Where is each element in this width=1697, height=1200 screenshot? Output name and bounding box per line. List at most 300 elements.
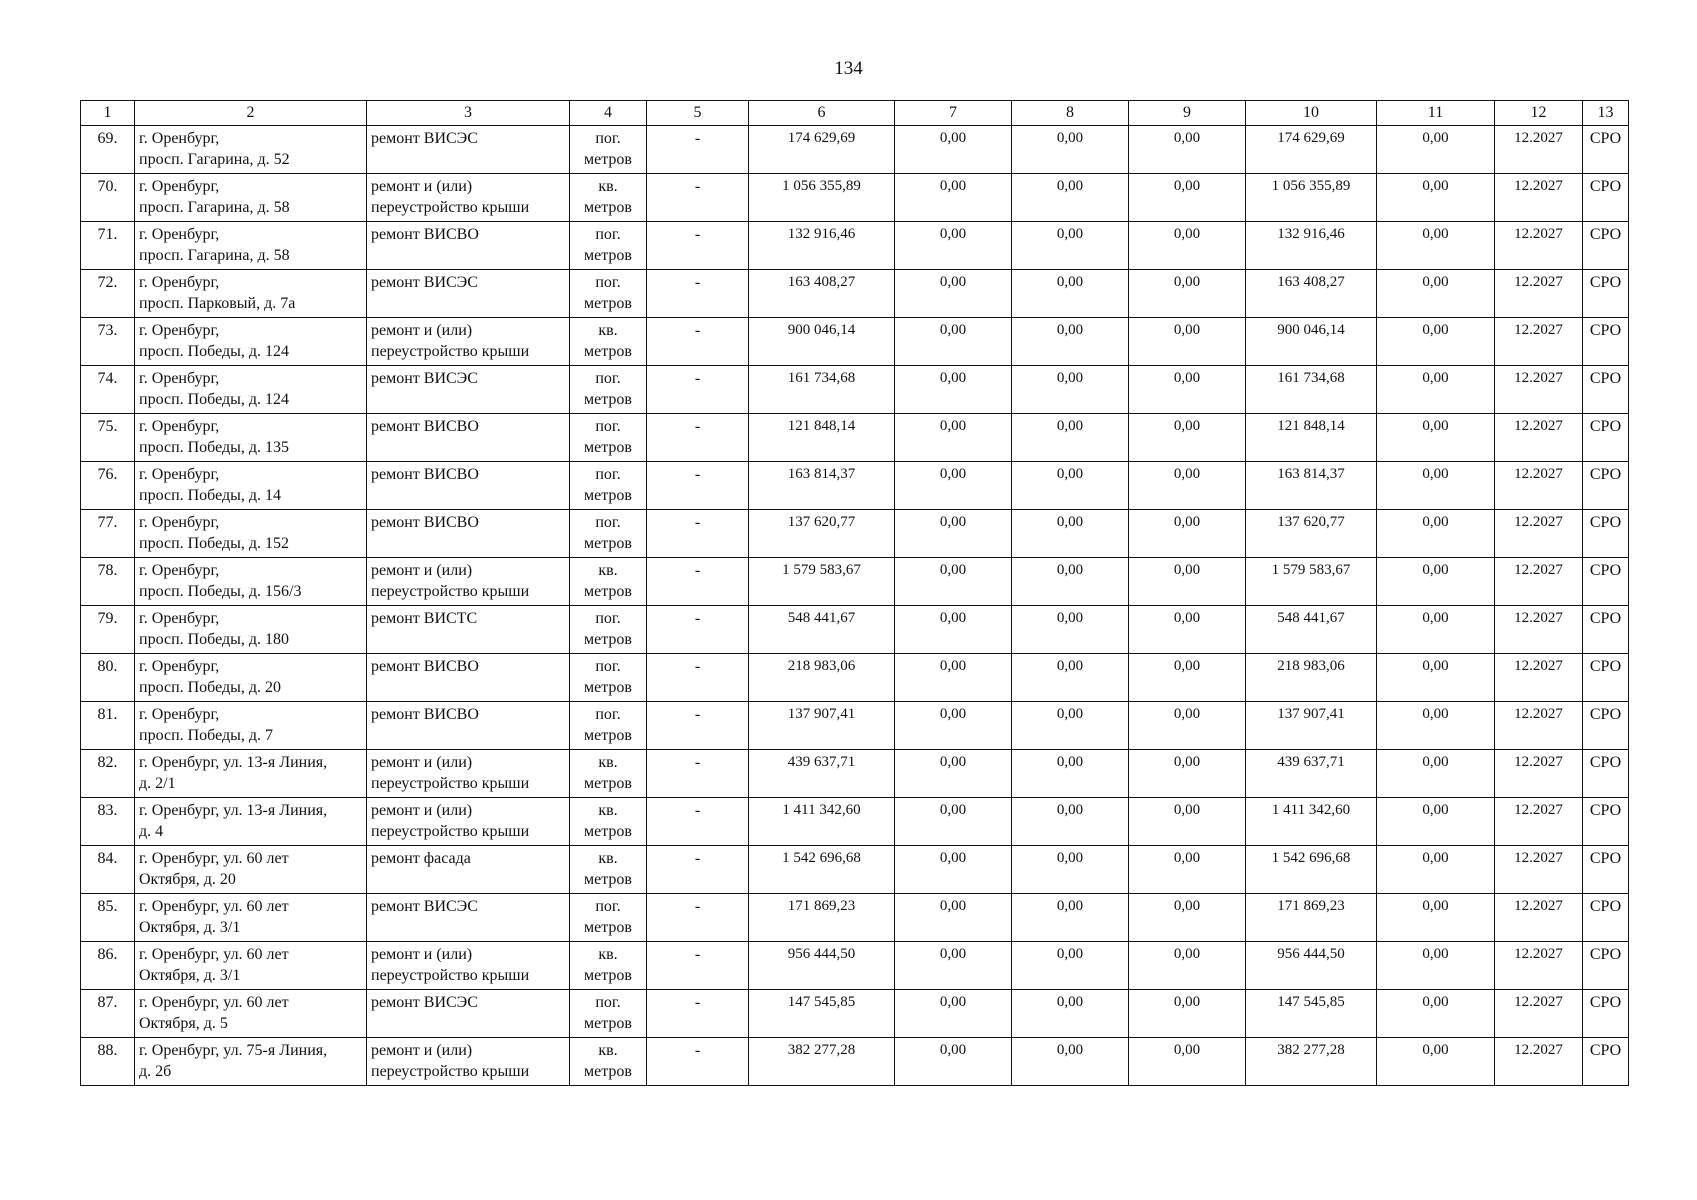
address-line: г. Оренбург, bbox=[139, 466, 220, 483]
col-9-cell: 0,00 bbox=[1129, 318, 1246, 366]
col-5-cell: - bbox=[647, 798, 749, 846]
total-cost-cell: 121 848,14 bbox=[749, 414, 895, 462]
row-number-cell: 84. bbox=[81, 846, 135, 894]
address-line: просп. Победы, д. 156/3 bbox=[139, 583, 302, 600]
unit-cell bbox=[570, 414, 647, 462]
col-11-cell: 0,00 bbox=[1377, 942, 1495, 990]
col-8-cell: 0,00 bbox=[1012, 270, 1129, 318]
work-type-cell bbox=[367, 558, 570, 606]
unit-line: метров bbox=[584, 1063, 632, 1080]
total-cost-cell: 171 869,23 bbox=[749, 894, 895, 942]
total-cost-cell: 137 907,41 bbox=[749, 702, 895, 750]
table-row bbox=[81, 462, 1629, 510]
col-10-cell: 137 907,41 bbox=[1246, 702, 1377, 750]
unit-line: кв. bbox=[598, 322, 618, 339]
col-11-cell: 0,00 bbox=[1377, 606, 1495, 654]
address-line: просп. Победы, д. 124 bbox=[139, 343, 290, 360]
col-7-cell: 0,00 bbox=[895, 606, 1012, 654]
operator-cell: СРО bbox=[1583, 318, 1629, 366]
address-line: просп. Победы, д. 14 bbox=[139, 487, 282, 504]
unit-line: кв. bbox=[598, 562, 618, 579]
col-5-cell: - bbox=[647, 318, 749, 366]
col-5-cell: - bbox=[647, 654, 749, 702]
address-line: просп. Победы, д. 124 bbox=[139, 391, 290, 408]
col-7-cell: 0,00 bbox=[895, 654, 1012, 702]
col-7-cell: 0,00 bbox=[895, 366, 1012, 414]
address-line: Октября, д. 3/1 bbox=[139, 967, 241, 984]
total-cost-cell: 163 814,37 bbox=[749, 462, 895, 510]
col-9-cell: 0,00 bbox=[1129, 846, 1246, 894]
col-11-cell: 0,00 bbox=[1377, 366, 1495, 414]
unit-line: пог. bbox=[595, 514, 621, 531]
unit-line: метров bbox=[584, 967, 632, 984]
unit-cell bbox=[570, 1038, 647, 1086]
works-register-table bbox=[80, 100, 1629, 1086]
unit-cell bbox=[570, 894, 647, 942]
unit-line: метров bbox=[584, 1015, 632, 1032]
col-10-cell: 171 869,23 bbox=[1246, 894, 1377, 942]
unit-cell bbox=[570, 654, 647, 702]
col-7-cell: 0,00 bbox=[895, 126, 1012, 174]
table-row bbox=[81, 510, 1629, 558]
col-10-cell: 382 277,28 bbox=[1246, 1038, 1377, 1086]
unit-line: метров bbox=[584, 151, 632, 168]
col-7-cell: 0,00 bbox=[895, 990, 1012, 1038]
completion-date-cell: 12.2027 bbox=[1495, 174, 1583, 222]
unit-cell bbox=[570, 942, 647, 990]
col-10-cell: 1 411 342,60 bbox=[1246, 798, 1377, 846]
col-8-cell: 0,00 bbox=[1012, 894, 1129, 942]
column-header-13: 13 bbox=[1583, 101, 1629, 126]
operator-cell: СРО bbox=[1583, 606, 1629, 654]
work-type-cell bbox=[367, 270, 570, 318]
col-10-cell: 956 444,50 bbox=[1246, 942, 1377, 990]
table-row bbox=[81, 750, 1629, 798]
unit-line: пог. bbox=[595, 274, 621, 291]
unit-line: кв. bbox=[598, 1042, 618, 1059]
table-row bbox=[81, 558, 1629, 606]
col-8-cell: 0,00 bbox=[1012, 414, 1129, 462]
work-type-line: ремонт ВИСВО bbox=[371, 226, 479, 243]
col-5-cell: - bbox=[647, 414, 749, 462]
col-11-cell: 0,00 bbox=[1377, 462, 1495, 510]
address-line: просп. Победы, д. 180 bbox=[139, 631, 290, 648]
col-7-cell: 0,00 bbox=[895, 174, 1012, 222]
col-8-cell: 0,00 bbox=[1012, 798, 1129, 846]
work-type-line: ремонт ВИСЭС bbox=[371, 994, 478, 1011]
row-number-cell: 86. bbox=[81, 942, 135, 990]
row-number-cell: 82. bbox=[81, 750, 135, 798]
work-type-line: ремонт и (или) bbox=[371, 178, 473, 195]
address-line: г. Оренбург, bbox=[139, 418, 220, 435]
unit-cell bbox=[570, 318, 647, 366]
address-cell bbox=[135, 798, 367, 846]
operator-cell: СРО bbox=[1583, 174, 1629, 222]
row-number-cell: 85. bbox=[81, 894, 135, 942]
work-type-line: ремонт ВИСЭС bbox=[371, 370, 478, 387]
work-type-line: переустройство крыши bbox=[371, 823, 530, 840]
operator-cell: СРО bbox=[1583, 558, 1629, 606]
address-cell bbox=[135, 462, 367, 510]
unit-cell bbox=[570, 366, 647, 414]
completion-date-cell: 12.2027 bbox=[1495, 606, 1583, 654]
table-row bbox=[81, 606, 1629, 654]
unit-cell bbox=[570, 126, 647, 174]
unit-line: метров bbox=[584, 343, 632, 360]
table-body bbox=[81, 101, 1629, 1086]
unit-line: кв. bbox=[598, 946, 618, 963]
col-9-cell: 0,00 bbox=[1129, 414, 1246, 462]
work-type-cell bbox=[367, 942, 570, 990]
unit-line: метров bbox=[584, 631, 632, 648]
row-number-cell: 76. bbox=[81, 462, 135, 510]
work-type-cell bbox=[367, 318, 570, 366]
total-cost-cell: 956 444,50 bbox=[749, 942, 895, 990]
address-line: д. 2/1 bbox=[139, 775, 176, 792]
operator-cell: СРО bbox=[1583, 270, 1629, 318]
col-8-cell: 0,00 bbox=[1012, 222, 1129, 270]
unit-line: метров bbox=[584, 727, 632, 744]
col-11-cell: 0,00 bbox=[1377, 798, 1495, 846]
column-header-8: 8 bbox=[1012, 101, 1129, 126]
address-cell bbox=[135, 558, 367, 606]
total-cost-cell: 439 637,71 bbox=[749, 750, 895, 798]
col-7-cell: 0,00 bbox=[895, 894, 1012, 942]
operator-cell: СРО bbox=[1583, 942, 1629, 990]
address-line: г. Оренбург, ул. 60 лет bbox=[139, 898, 289, 915]
total-cost-cell: 1 056 355,89 bbox=[749, 174, 895, 222]
address-line: просп. Победы, д. 152 bbox=[139, 535, 290, 552]
col-7-cell: 0,00 bbox=[895, 846, 1012, 894]
col-10-cell: 1 056 355,89 bbox=[1246, 174, 1377, 222]
address-line: д. 4 bbox=[139, 823, 164, 840]
col-8-cell: 0,00 bbox=[1012, 1038, 1129, 1086]
col-5-cell: - bbox=[647, 702, 749, 750]
col-5-cell: - bbox=[647, 1038, 749, 1086]
work-type-line: ремонт и (или) bbox=[371, 1042, 473, 1059]
address-line: просп. Победы, д. 135 bbox=[139, 439, 290, 456]
col-10-cell: 163 408,27 bbox=[1246, 270, 1377, 318]
address-cell bbox=[135, 894, 367, 942]
work-type-line: ремонт ВИСЭС bbox=[371, 274, 478, 291]
row-number-cell: 81. bbox=[81, 702, 135, 750]
address-cell bbox=[135, 942, 367, 990]
unit-line: пог. bbox=[595, 994, 621, 1011]
col-10-cell: 548 441,67 bbox=[1246, 606, 1377, 654]
work-type-cell bbox=[367, 222, 570, 270]
col-5-cell: - bbox=[647, 750, 749, 798]
unit-cell bbox=[570, 750, 647, 798]
col-10-cell: 174 629,69 bbox=[1246, 126, 1377, 174]
address-cell bbox=[135, 510, 367, 558]
column-header-3: 3 bbox=[367, 101, 570, 126]
column-header-5: 5 bbox=[647, 101, 749, 126]
col-11-cell: 0,00 bbox=[1377, 174, 1495, 222]
col-5-cell: - bbox=[647, 846, 749, 894]
completion-date-cell: 12.2027 bbox=[1495, 126, 1583, 174]
col-9-cell: 0,00 bbox=[1129, 894, 1246, 942]
address-cell bbox=[135, 750, 367, 798]
table-row bbox=[81, 798, 1629, 846]
address-line: просп. Гагарина, д. 52 bbox=[139, 151, 290, 168]
col-8-cell: 0,00 bbox=[1012, 606, 1129, 654]
address-cell bbox=[135, 606, 367, 654]
table-row bbox=[81, 414, 1629, 462]
address-cell bbox=[135, 270, 367, 318]
completion-date-cell: 12.2027 bbox=[1495, 846, 1583, 894]
address-line: д. 2б bbox=[139, 1063, 172, 1080]
address-cell bbox=[135, 414, 367, 462]
col-11-cell: 0,00 bbox=[1377, 654, 1495, 702]
col-8-cell: 0,00 bbox=[1012, 366, 1129, 414]
address-line: г. Оренбург, ул. 60 лет bbox=[139, 946, 289, 963]
page-number: 134 bbox=[834, 58, 863, 79]
col-8-cell: 0,00 bbox=[1012, 174, 1129, 222]
col-7-cell: 0,00 bbox=[895, 462, 1012, 510]
col-11-cell: 0,00 bbox=[1377, 126, 1495, 174]
col-9-cell: 0,00 bbox=[1129, 942, 1246, 990]
address-line: г. Оренбург, bbox=[139, 370, 220, 387]
col-7-cell: 0,00 bbox=[895, 222, 1012, 270]
col-7-cell: 0,00 bbox=[895, 558, 1012, 606]
work-type-line: переустройство крыши bbox=[371, 583, 530, 600]
address-line: г. Оренбург, bbox=[139, 130, 220, 147]
col-5-cell: - bbox=[647, 510, 749, 558]
col-8-cell: 0,00 bbox=[1012, 990, 1129, 1038]
work-type-line: ремонт ВИСЭС bbox=[371, 898, 478, 915]
work-type-cell bbox=[367, 894, 570, 942]
col-10-cell: 900 046,14 bbox=[1246, 318, 1377, 366]
unit-line: метров bbox=[584, 487, 632, 504]
row-number-cell: 75. bbox=[81, 414, 135, 462]
col-9-cell: 0,00 bbox=[1129, 462, 1246, 510]
operator-cell: СРО bbox=[1583, 462, 1629, 510]
unit-line: метров bbox=[584, 199, 632, 216]
address-line: г. Оренбург, bbox=[139, 706, 220, 723]
col-10-cell: 163 814,37 bbox=[1246, 462, 1377, 510]
column-header-12: 12 bbox=[1495, 101, 1583, 126]
completion-date-cell: 12.2027 bbox=[1495, 270, 1583, 318]
col-7-cell: 0,00 bbox=[895, 270, 1012, 318]
completion-date-cell: 12.2027 bbox=[1495, 750, 1583, 798]
operator-cell: СРО bbox=[1583, 222, 1629, 270]
address-line: г. Оренбург, bbox=[139, 658, 220, 675]
completion-date-cell: 12.2027 bbox=[1495, 558, 1583, 606]
col-10-cell: 1 579 583,67 bbox=[1246, 558, 1377, 606]
col-8-cell: 0,00 bbox=[1012, 558, 1129, 606]
col-5-cell: - bbox=[647, 990, 749, 1038]
work-type-cell bbox=[367, 174, 570, 222]
work-type-line: переустройство крыши bbox=[371, 967, 530, 984]
col-8-cell: 0,00 bbox=[1012, 462, 1129, 510]
operator-cell: СРО bbox=[1583, 654, 1629, 702]
operator-cell: СРО bbox=[1583, 510, 1629, 558]
col-8-cell: 0,00 bbox=[1012, 510, 1129, 558]
column-header-1: 1 bbox=[81, 101, 135, 126]
col-8-cell: 0,00 bbox=[1012, 318, 1129, 366]
unit-line: метров bbox=[584, 679, 632, 696]
operator-cell: СРО bbox=[1583, 846, 1629, 894]
row-number-cell: 74. bbox=[81, 366, 135, 414]
unit-cell bbox=[570, 702, 647, 750]
col-7-cell: 0,00 bbox=[895, 414, 1012, 462]
operator-cell: СРО bbox=[1583, 366, 1629, 414]
operator-cell: СРО bbox=[1583, 126, 1629, 174]
work-type-cell bbox=[367, 798, 570, 846]
unit-line: метров bbox=[584, 295, 632, 312]
address-line: просп. Гагарина, д. 58 bbox=[139, 247, 290, 264]
completion-date-cell: 12.2027 bbox=[1495, 702, 1583, 750]
col-9-cell: 0,00 bbox=[1129, 174, 1246, 222]
completion-date-cell: 12.2027 bbox=[1495, 798, 1583, 846]
unit-line: кв. bbox=[598, 754, 618, 771]
operator-cell: СРО bbox=[1583, 1038, 1629, 1086]
col-5-cell: - bbox=[647, 894, 749, 942]
col-5-cell: - bbox=[647, 126, 749, 174]
row-number-cell: 80. bbox=[81, 654, 135, 702]
unit-cell bbox=[570, 990, 647, 1038]
unit-line: пог. bbox=[595, 418, 621, 435]
total-cost-cell: 163 408,27 bbox=[749, 270, 895, 318]
completion-date-cell: 12.2027 bbox=[1495, 462, 1583, 510]
address-cell bbox=[135, 846, 367, 894]
work-type-line: ремонт ВИСТС bbox=[371, 610, 478, 627]
col-9-cell: 0,00 bbox=[1129, 606, 1246, 654]
col-11-cell: 0,00 bbox=[1377, 750, 1495, 798]
address-cell bbox=[135, 366, 367, 414]
completion-date-cell: 12.2027 bbox=[1495, 510, 1583, 558]
address-line: г. Оренбург, ул. 60 лет bbox=[139, 850, 289, 867]
operator-cell: СРО bbox=[1583, 798, 1629, 846]
unit-cell bbox=[570, 510, 647, 558]
unit-line: пог. bbox=[595, 658, 621, 675]
operator-cell: СРО bbox=[1583, 894, 1629, 942]
completion-date-cell: 12.2027 bbox=[1495, 894, 1583, 942]
column-header-9: 9 bbox=[1129, 101, 1246, 126]
col-5-cell: - bbox=[647, 606, 749, 654]
table-row bbox=[81, 654, 1629, 702]
total-cost-cell: 147 545,85 bbox=[749, 990, 895, 1038]
completion-date-cell: 12.2027 bbox=[1495, 942, 1583, 990]
completion-date-cell: 12.2027 bbox=[1495, 654, 1583, 702]
unit-cell bbox=[570, 558, 647, 606]
unit-cell bbox=[570, 846, 647, 894]
row-number-cell: 83. bbox=[81, 798, 135, 846]
col-8-cell: 0,00 bbox=[1012, 702, 1129, 750]
work-type-line: ремонт ВИСВО bbox=[371, 658, 479, 675]
unit-line: кв. bbox=[598, 178, 618, 195]
unit-line: пог. bbox=[595, 706, 621, 723]
col-9-cell: 0,00 bbox=[1129, 510, 1246, 558]
unit-cell bbox=[570, 270, 647, 318]
col-10-cell: 147 545,85 bbox=[1246, 990, 1377, 1038]
unit-cell bbox=[570, 174, 647, 222]
col-5-cell: - bbox=[647, 942, 749, 990]
unit-line: метров bbox=[584, 823, 632, 840]
col-8-cell: 0,00 bbox=[1012, 126, 1129, 174]
table-row bbox=[81, 1038, 1629, 1086]
unit-cell bbox=[570, 606, 647, 654]
col-10-cell: 132 916,46 bbox=[1246, 222, 1377, 270]
total-cost-cell: 900 046,14 bbox=[749, 318, 895, 366]
completion-date-cell: 12.2027 bbox=[1495, 222, 1583, 270]
col-5-cell: - bbox=[647, 222, 749, 270]
operator-cell: СРО bbox=[1583, 990, 1629, 1038]
work-type-line: ремонт ВИСВО bbox=[371, 466, 479, 483]
unit-line: кв. bbox=[598, 850, 618, 867]
address-line: просп. Победы, д. 7 bbox=[139, 727, 274, 744]
address-cell bbox=[135, 654, 367, 702]
work-type-line: ремонт ВИСВО bbox=[371, 514, 479, 531]
total-cost-cell: 1 542 696,68 bbox=[749, 846, 895, 894]
work-type-cell bbox=[367, 702, 570, 750]
col-11-cell: 0,00 bbox=[1377, 990, 1495, 1038]
work-type-line: переустройство крыши bbox=[371, 199, 530, 216]
col-7-cell: 0,00 bbox=[895, 1038, 1012, 1086]
col-7-cell: 0,00 bbox=[895, 318, 1012, 366]
address-line: г. Оренбург, ул. 75-я Линия, bbox=[139, 1042, 328, 1059]
operator-cell: СРО bbox=[1583, 414, 1629, 462]
row-number-cell: 70. bbox=[81, 174, 135, 222]
work-type-cell bbox=[367, 414, 570, 462]
unit-line: метров bbox=[584, 439, 632, 456]
address-cell bbox=[135, 126, 367, 174]
table-header-row bbox=[81, 101, 1629, 126]
column-header-2: 2 bbox=[135, 101, 367, 126]
unit-cell bbox=[570, 222, 647, 270]
unit-line: пог. bbox=[595, 226, 621, 243]
unit-line: пог. bbox=[595, 370, 621, 387]
address-line: г. Оренбург, ул. 13-я Линия, bbox=[139, 802, 328, 819]
table-row bbox=[81, 894, 1629, 942]
row-number-cell: 72. bbox=[81, 270, 135, 318]
col-5-cell: - bbox=[647, 174, 749, 222]
table-row bbox=[81, 174, 1629, 222]
work-type-cell bbox=[367, 606, 570, 654]
unit-line: пог. bbox=[595, 466, 621, 483]
table-row bbox=[81, 270, 1629, 318]
table-row bbox=[81, 846, 1629, 894]
unit-line: метров bbox=[584, 583, 632, 600]
address-line: просп. Парковый, д. 7а bbox=[139, 295, 296, 312]
total-cost-cell: 1 411 342,60 bbox=[749, 798, 895, 846]
col-8-cell: 0,00 bbox=[1012, 654, 1129, 702]
address-line: Октября, д. 20 bbox=[139, 871, 236, 888]
completion-date-cell: 12.2027 bbox=[1495, 990, 1583, 1038]
col-7-cell: 0,00 bbox=[895, 510, 1012, 558]
work-type-cell bbox=[367, 846, 570, 894]
table-row bbox=[81, 702, 1629, 750]
col-9-cell: 0,00 bbox=[1129, 990, 1246, 1038]
address-line: г. Оренбург, bbox=[139, 514, 220, 531]
unit-line: пог. bbox=[595, 898, 621, 915]
unit-cell bbox=[570, 462, 647, 510]
row-number-cell: 73. bbox=[81, 318, 135, 366]
total-cost-cell: 137 620,77 bbox=[749, 510, 895, 558]
row-number-cell: 77. bbox=[81, 510, 135, 558]
address-cell bbox=[135, 1038, 367, 1086]
column-header-6: 6 bbox=[749, 101, 895, 126]
col-5-cell: - bbox=[647, 270, 749, 318]
col-10-cell: 218 983,06 bbox=[1246, 654, 1377, 702]
work-type-cell bbox=[367, 654, 570, 702]
row-number-cell: 69. bbox=[81, 126, 135, 174]
total-cost-cell: 382 277,28 bbox=[749, 1038, 895, 1086]
unit-line: метров bbox=[584, 535, 632, 552]
table-row bbox=[81, 222, 1629, 270]
col-9-cell: 0,00 bbox=[1129, 798, 1246, 846]
unit-line: кв. bbox=[598, 802, 618, 819]
